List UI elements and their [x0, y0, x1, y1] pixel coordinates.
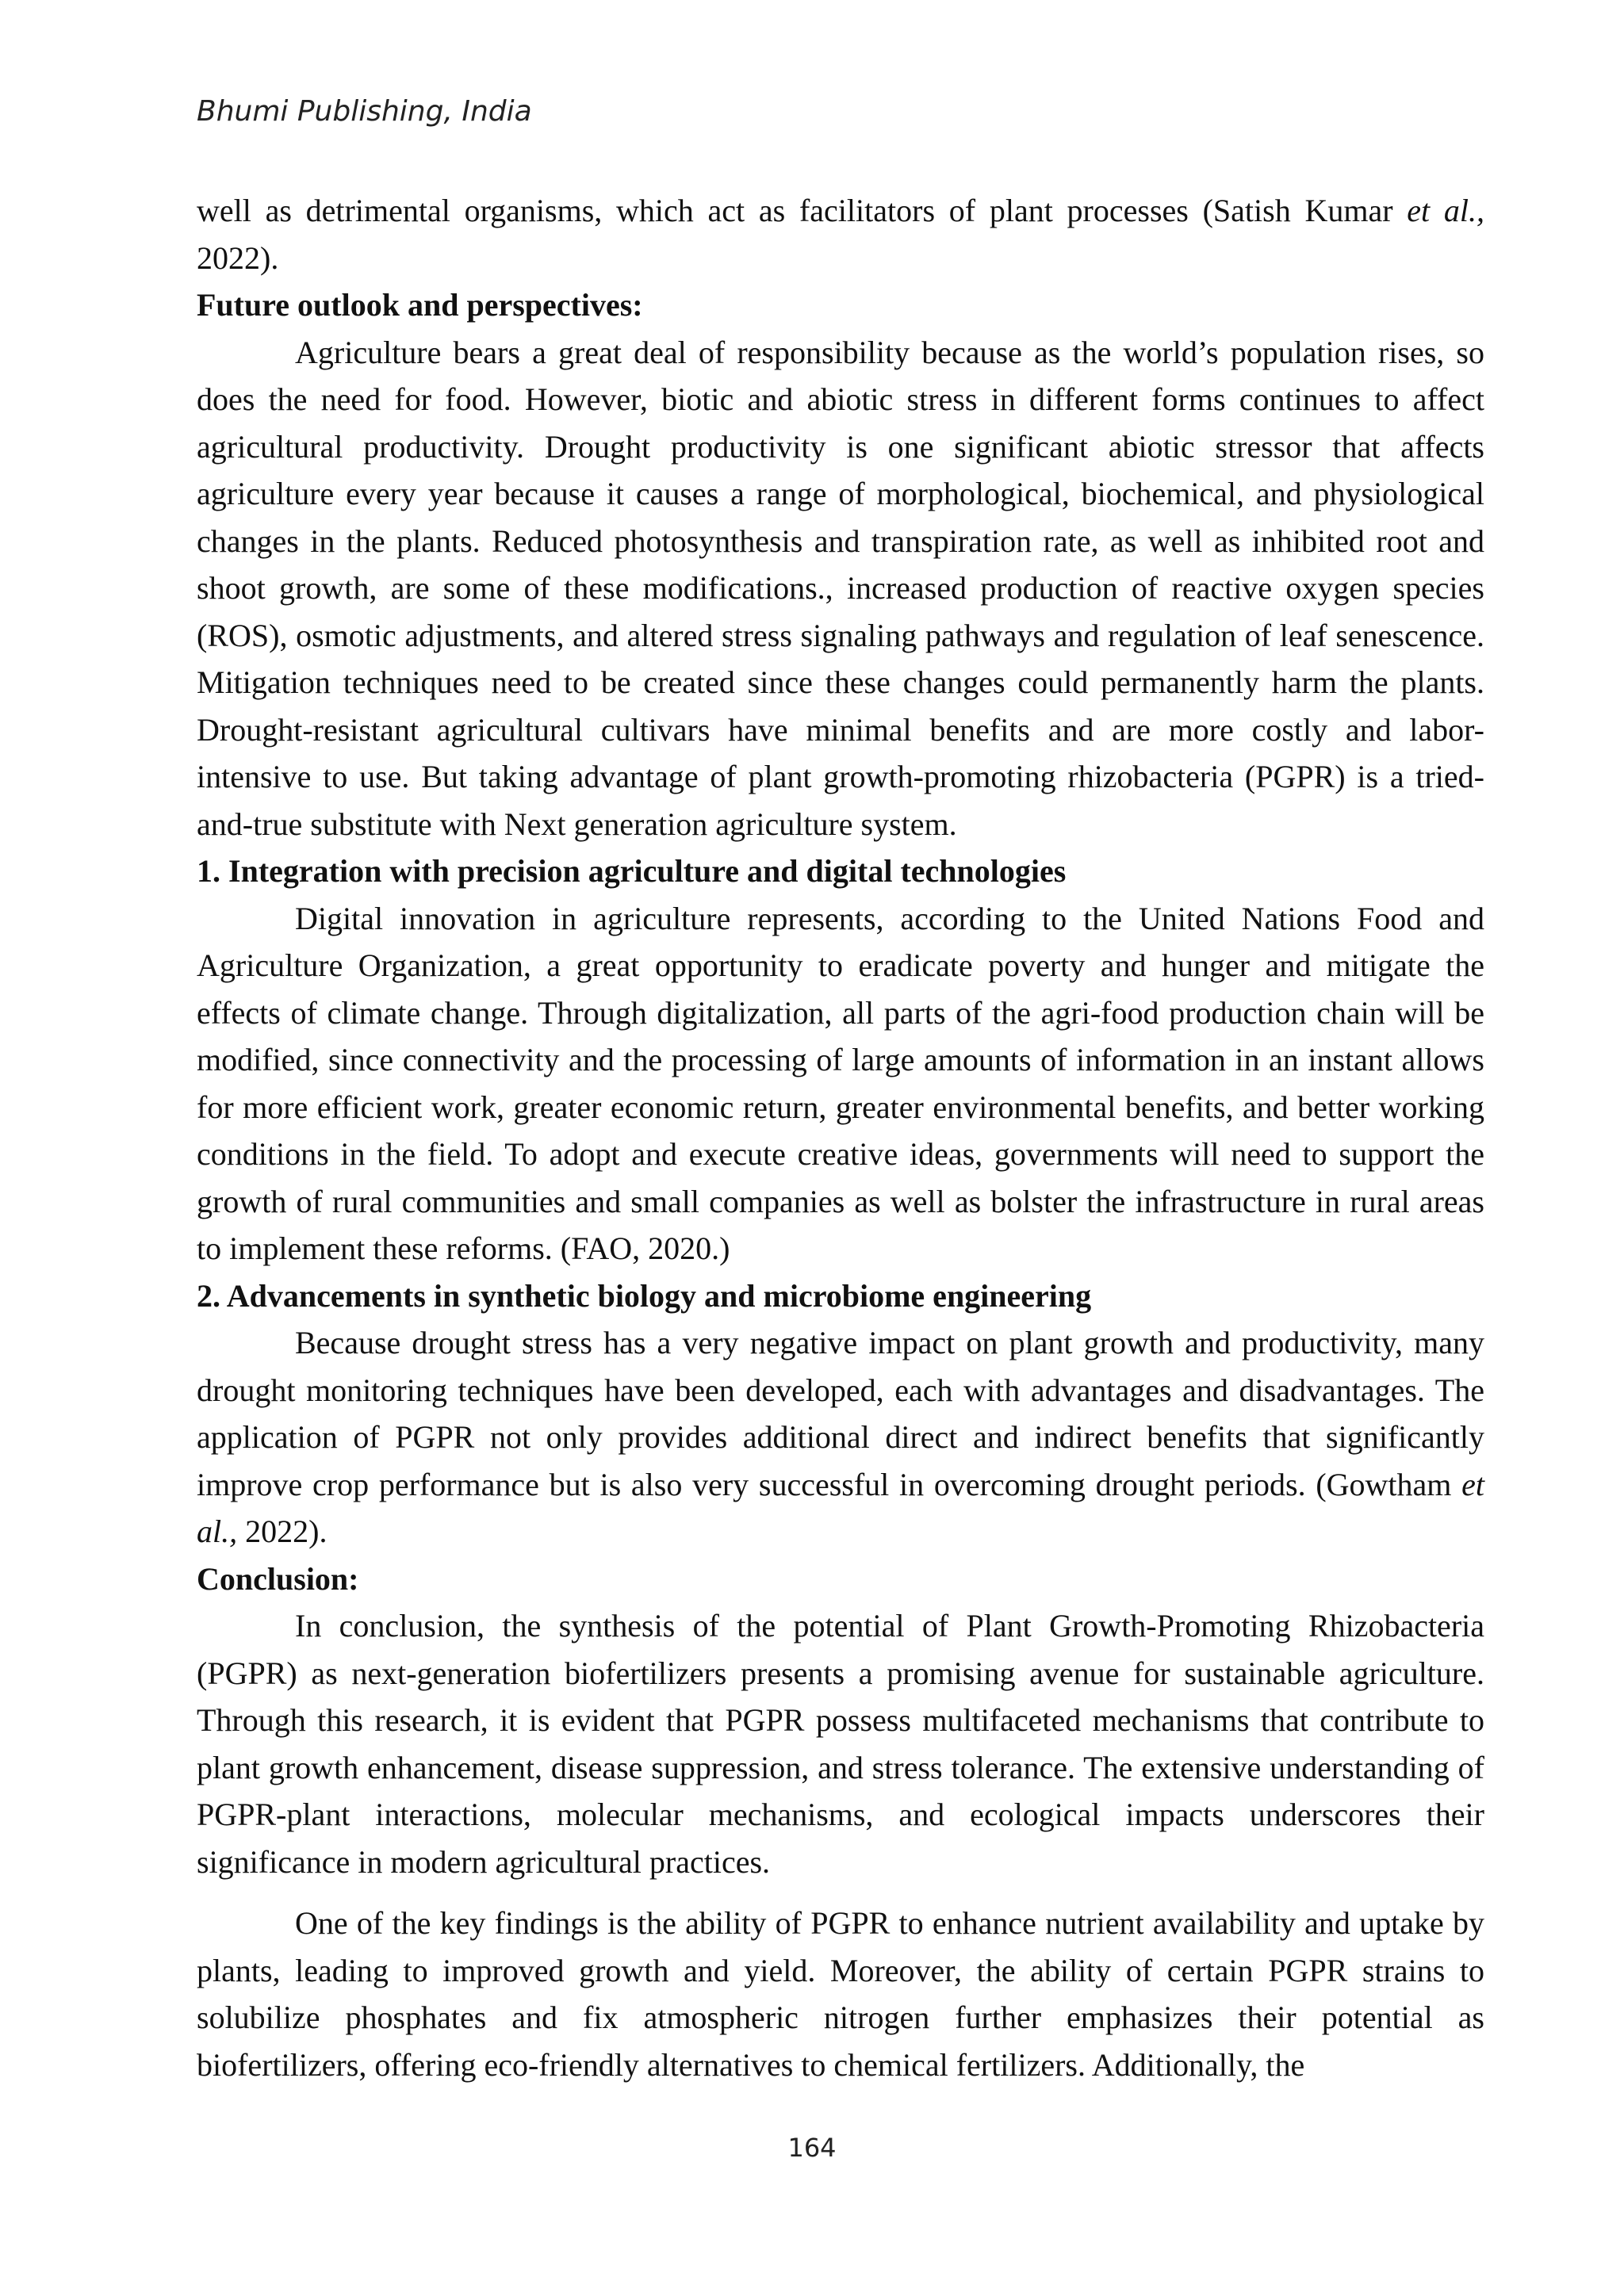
section2-etal: et al.,	[197, 1466, 1484, 1549]
section2-heading: 2. Advancements in synthetic biology and microbiome engineering	[197, 1277, 1092, 1314]
section1-heading: 1. Integration with precision agriculture and digital technologies	[197, 853, 1067, 889]
future-outlook-paragraph: Agriculture bears a great deal of responsibility because as the world’s population rises, so does the need for food. However, biotic and abiotic stress in different forms continues to affect agricultural productivity. Drought productivity is one significant abiotic stressor that affects agriculture every year because it causes a range of morphological, biochemical, and physiological changes in the plants. Reduced photosynthesis and transpiration rate, as well as inhibited root and shoot growth, are some of these modifications., increased production of reactive oxygen species (ROS), osmotic adjustments, and altered stress signaling pathways and regulation of leaf senescence. Mitigation techniques need to be created since these changes could permanently harm the plants. Drought-resistant agricultural cultivars have minimal benefits and are more costly and labor-intensive to use. But taking advantage of plant growth-promoting rhizobacteria (PGPR) is a tried-and-true substitute with Next generation agriculture system.	[197, 334, 1484, 842]
running-header: Bhumi Publishing, India	[197, 95, 532, 128]
section2-year: 2022).	[237, 1513, 327, 1549]
future-outlook-heading: Future outlook and perspectives:	[197, 287, 643, 323]
continuation-etal: et al.,	[1407, 193, 1485, 228]
section2-paragraph	[197, 1319, 1484, 1556]
continuation-year: 2022).	[197, 239, 279, 276]
section1-paragraph: Digital innovation in agriculture represents, according to the United Nations Food and Agriculture Organization, a great opportunity to eradicate poverty and hunger and mitigate the effects of climate change. Through digitalization, all parts of the agri-food production chain will be modified, since connectivity and the processing of large amounts of information in an instant allows for more efficient work, greater economic return, greater environmental benefits, and better working conditions in the field. To adopt and execute creative ideas, governments will need to support the growth of rural communities and small companies as well as bolster the infrastructure in rural areas to implement these reforms. (FAO, 2020.)	[197, 900, 1484, 1266]
conclusion-heading: Conclusion:	[197, 1560, 359, 1597]
section2-text: Because drought stress has a very negative impact on plant growth and productivity, many drought monitoring techniques have been developed, each with advantages and disadvantages. The application of PGPR not only provides additional direct and indirect benefits that significantly improve crop performance but is also very successful in overcoming drought periods. (Gowtham	[197, 1325, 1484, 1502]
continuation-text: well as detrimental organisms, which act as facilitators of plant processes (Satish Kumar	[197, 193, 1408, 228]
page-body	[197, 187, 1484, 2088]
page-number: 164	[787, 2133, 837, 2163]
continuation-paragraph	[197, 187, 1484, 281]
conclusion-paragraph-1: In conclusion, the synthesis of the potential of Plant Growth-Promoting Rhizobacteria (PGPR) as next-generation biofertilizers presents a promising avenue for sustainable agriculture. Through this research, it is evident that PGPR possess multifaceted mechanisms that contribute to plant growth enhancement, disease suppression, and stress tolerance. The extensive understanding of PGPR-plant interactions, molecular mechanisms, and ecological impacts underscores their significance in modern agricultural practices.	[197, 1608, 1484, 1880]
conclusion-paragraph-2: One of the key findings is the ability of PGPR to enhance nutrient availability and uptake by plants, leading to improved growth and yield. Moreover, the ability of certain PGPR strains to solubilize phosphates and fix atmospheric nitrogen further emphasizes their potential as biofertilizers, offering eco-friendly alternatives to chemical fertilizers. Additionally, the	[197, 1905, 1484, 2083]
